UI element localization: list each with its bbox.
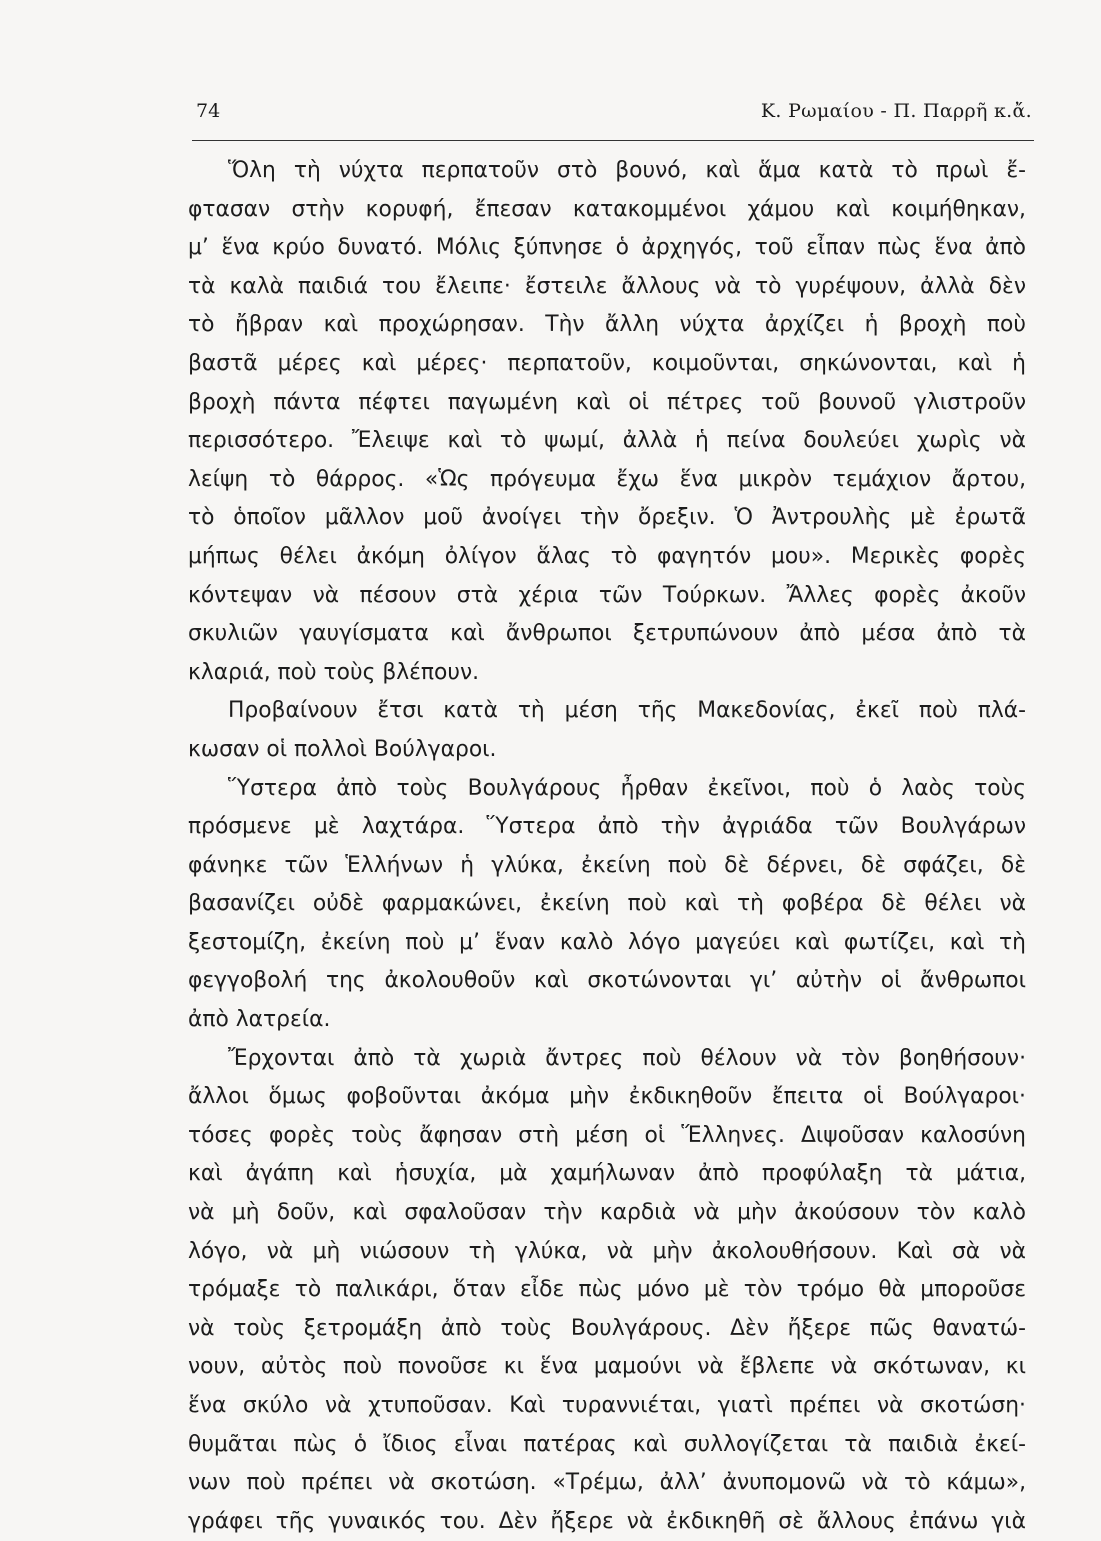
text-line: τὰ καλὰ παιδιά του ἔλειπε· ἔστειλε ἄλλους νὰ τὸ γυρέψουν, ἀλλὰ δὲν [188, 273, 1026, 299]
text-line: μ’ ἕνα κρύο δυνατό. Μόλις ξύπνησε ὁ ἀρχηγός, τοῦ εἶπαν πὼς ἕνα ἀπὸ [188, 235, 1026, 261]
text-line: φεγγοβολή της ἀκολουθοῦν καὶ σκοτώνονται γι’ αὐτὴν οἱ ἄνθρωποι [188, 968, 1026, 994]
text-line: ἄλλοι ὅμως φοβοῦνται ἀκόμα μὴν ἐκδικηθοῦν ἔπειτα οἱ Βούλγαροι· [188, 1084, 1026, 1110]
text-line: τὸ ὁποῖον μᾶλλον μοῦ ἀνοίγει τὴν ὄρεξιν. Ὁ Ἀντρουλὴς μὲ ἐρωτᾶ [188, 505, 1026, 531]
text-line: ἀπὸ λατρεία. [188, 1007, 331, 1033]
body-text [188, 152, 1026, 1541]
text-line: σκυλιῶν γαυγίσματα καὶ ἄνθρωποι ξετρυπώνουν ἀπὸ μέσα ἀπὸ τὰ [188, 621, 1026, 647]
text-line: Προβαίνουν ἔτσι κατὰ τὴ μέση τῆς Μακεδονίας, ἐκεῖ ποὺ πλά- [228, 698, 1026, 724]
page-number: 74 [196, 100, 221, 122]
text-line: πρόσμενε μὲ λαχτάρα. Ὕστερα ἀπὸ τὴν ἀγριάδα τῶν Βουλγάρων [188, 814, 1026, 840]
running-head: Κ. Ρωμαίου - Π. Παρρῆ κ.ἄ. [760, 100, 1032, 122]
text-line: λόγο, νὰ μὴ νιώσουν τὴ γλύκα, νὰ μὴν ἀκολουθήσουν. Καὶ σὰ νὰ [188, 1238, 1026, 1264]
text-line: λείψη τὸ θάρρος. «Ὡς πρόγευμα ἔχω ἕνα μικρὸν τεμάχιον ἄρτου, [188, 466, 1026, 492]
text-line: γράφει τῆς γυναικός του. Δὲν ἤξερε νὰ ἐκδικηθῆ σὲ ἄλλους ἐπάνω γιὰ [188, 1508, 1026, 1534]
text-line: ξεστομίζη, ἐκείνη ποὺ μ’ ἕναν καλὸ λόγο μαγεύει καὶ φωτίζει, καὶ τὴ [188, 929, 1026, 955]
text-line: νουν, αὐτὸς ποὺ πονοῦσε κι ἕνα μαμούνι νὰ ἔβλεπε νὰ σκότωναν, κι [188, 1354, 1026, 1380]
text-line: τόσες φορὲς τοὺς ἄφησαν στὴ μέση οἱ Ἕλληνες. Διψοῦσαν καλοσύνη [188, 1122, 1026, 1148]
text-line: φτασαν στὴν κορυφή, ἔπεσαν κατακομμένοι χάμου καὶ κοιμήθηκαν, [188, 196, 1026, 222]
text-line: νων ποὺ πρέπει νὰ σκοτώση. «Τρέμω, ἀλλ’ ἀνυπομονῶ νὰ τὸ κάμω», [188, 1470, 1026, 1496]
text-line: βαστᾶ μέρες καὶ μέρες· περπατοῦν, κοιμοῦνται, σηκώνονται, καὶ ἡ [188, 350, 1026, 376]
text-line: τὸ ἤβραν καὶ προχώρησαν. Τὴν ἄλλη νύχτα ἀρχίζει ἡ βροχὴ ποὺ [188, 312, 1026, 338]
text-line: ἕνα σκύλο νὰ χτυποῦσαν. Καὶ τυραννιέται, γιατὶ πρέπει νὰ σκοτώση· [188, 1393, 1026, 1418]
text-line: φάνηκε τῶν Ἑλλήνων ἡ γλύκα, ἐκείνη ποὺ δὲ δέρνει, δὲ σφάζει, δὲ [188, 852, 1026, 878]
text-line: μήπως θέλει ἀκόμη ὀλίγον ἅλας τὸ φαγητόν μου». Μερικὲς φορὲς [188, 543, 1026, 569]
text-line: Ὕστερα ἀπὸ τοὺς Βουλγάρους ἦρθαν ἐκεῖνοι, ποὺ ὁ λαὸς τοὺς [228, 775, 1026, 801]
text-line: τρόμαξε τὸ παλικάρι, ὅταν εἶδε πὼς μόνο μὲ τὸν τρόμο θὰ μποροῦσε [188, 1277, 1026, 1303]
text-line: περισσότερο. Ἔλειψε καὶ τὸ ψωμί, ἀλλὰ ἡ πείνα δουλεύει χωρὶς νὰ [188, 428, 1026, 454]
text-line: κλαριά, ποὺ τοὺς βλέπουν. [188, 659, 480, 685]
text-line: κόντεψαν νὰ πέσουν στὰ χέρια τῶν Τούρκων. Ἄλλες φορὲς ἀκοῦν [188, 582, 1026, 608]
text-line: θυμᾶται πὼς ὁ ἴδιος εἶναι πατέρας καὶ συλλογίζεται τὰ παιδιὰ ἐκεί- [188, 1431, 1026, 1457]
text-line: νὰ μὴ δοῦν, καὶ σφαλοῦσαν τὴν καρδιὰ νὰ μὴν ἀκούσουν τὸν καλὸ [188, 1200, 1026, 1226]
header-rule [192, 140, 1034, 141]
text-line: Ἔρχονται ἀπὸ τὰ χωριὰ ἄντρες ποὺ θέλουν νὰ τὸν βοηθήσουν· [228, 1045, 1026, 1071]
text-line: βασανίζει οὐδὲ φαρμακώνει, ἐκείνη ποὺ καὶ τὴ φοβέρα δὲ θέλει νὰ [188, 891, 1026, 917]
text-line: βροχὴ πάντα πέφτει παγωμένη καὶ οἱ πέτρες τοῦ βουνοῦ γλιστροῦν [188, 389, 1026, 415]
page-header [196, 100, 1032, 130]
text-line: καὶ ἀγάπη καὶ ἡσυχία, μὰ χαμήλωναν ἀπὸ προφύλαξη τὰ μάτια, [188, 1161, 1026, 1187]
text-line: Ὅλη τὴ νύχτα περπατοῦν στὸ βουνό, καὶ ἅμα κατὰ τὸ πρωὶ ἔ- [228, 158, 1026, 183]
text-line: νὰ τοὺς ξετρομάξη ἀπὸ τοὺς Βουλγάρους. Δὲν ἤξερε πῶς θανατώ- [188, 1315, 1026, 1341]
text-line: κωσαν οἱ πολλοὶ Βούλγαροι. [188, 736, 497, 762]
